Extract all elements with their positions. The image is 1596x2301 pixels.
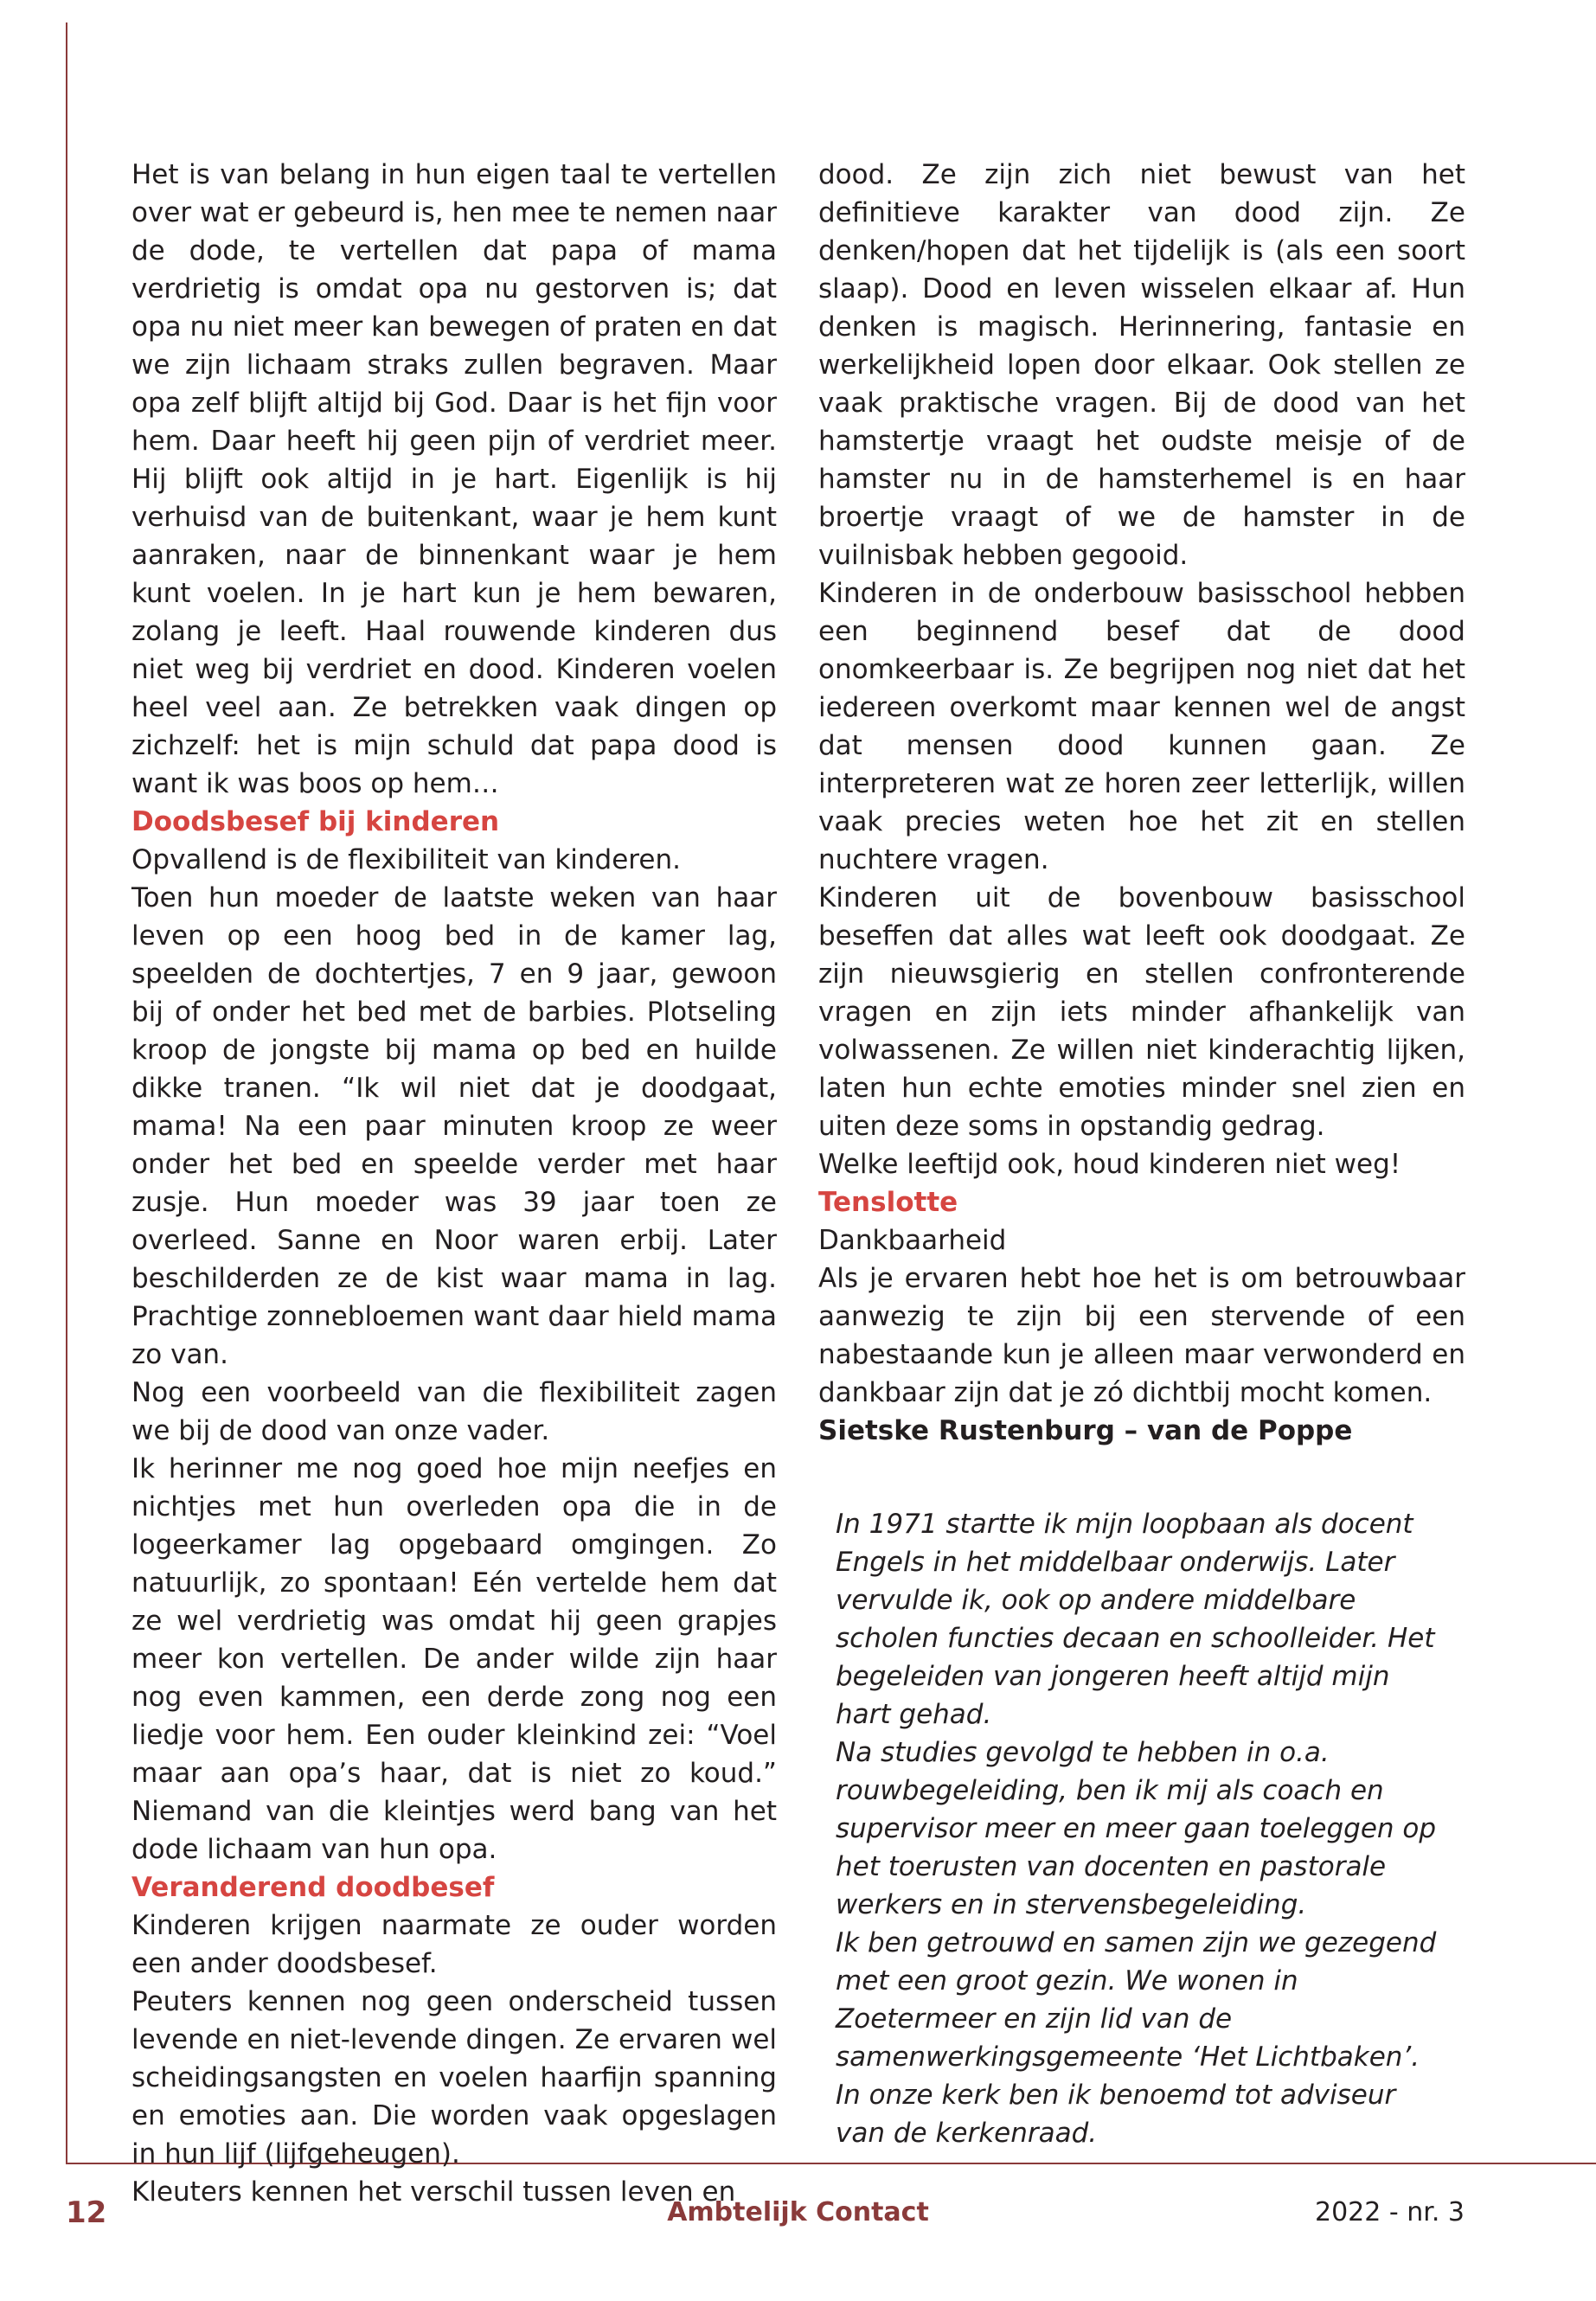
- paragraph: Als je ervaren hebt hoe het is om betrouwbaar aanwezig te zijn bij een stervende of een nabestaande kun je alleen maar verwonderd en dankbaar zijn dat je zó dichtbij mocht komen.: [818, 1263, 1465, 1408]
- paragraph: Ik herinner me nog goed hoe mijn neefjes en nichtjes met hun overleden opa die in de logeerkamer lag opgebaard omgingen. Zo natuurlijk, zo spontaan! Eén vertelde hem dat ze wel verdrietig was omdat hij geen grapjes meer kon vertellen. De ander wilde zijn haar nog even kammen, een derde zong nog een liedje voor hem. Een ouder kleinkind zei: “Voel maar aan opa’s haar, dat is niet zo koud.” Niemand van die kleintjes werd bang van het dode lichaam van hun opa.: [131, 1453, 777, 1865]
- paragraph: Kinderen in de onderbouw basisschool hebben een beginnend besef dat de dood onomkeerbaar is. Ze begrijpen nog niet dat het iedereen overkomt maar kennen wel de angst dat mensen dood kunnen gaan. Ze interpreteren wat ze horen zeer letterlijk, willen vaak precies weten hoe het zit en stellen nuchtere vragen.: [818, 578, 1465, 875]
- section-heading-doodsbesef: Doodsbesef bij kinderen: [131, 806, 500, 837]
- section-heading-veranderend: Veranderend doodbesef: [131, 1872, 495, 1903]
- paragraph: Welke leeftijd ook, houd kinderen niet weg!: [818, 1149, 1401, 1180]
- left-margin-rule: [66, 22, 67, 2164]
- paragraph: Opvallend is de flexibiliteit van kinderen.: [131, 844, 681, 875]
- bio-paragraph: Na studies gevolgd te hebben in o.a. rouwbegeleiding, ben ik mij als coach en supervisor meer en meer gaan toeleggen op het toerusten van docenten en pastorale werkers en in stervensbegeleiding.: [836, 1737, 1437, 1920]
- paragraph: Kleuters kennen het verschil tussen leven en: [131, 2176, 736, 2208]
- paragraph: Kinderen uit de bovenbouw basisschool beseffen dat alles wat leeft ook doodgaat. Ze zijn nieuwsgierig en stellen confronterende vragen en zijn iets minder afhankelijk van volwassenen. Ze willen niet kinderachtig lijken, laten hun echte emoties minder snel zien en uiten deze soms in opstandig gedrag.: [818, 882, 1465, 1142]
- paragraph: Kinderen krijgen naarmate ze ouder worden een ander doodsbesef.: [131, 1910, 777, 1979]
- page-number: 12: [66, 2195, 107, 2230]
- bio-paragraph: In 1971 startte ik mijn loopbaan als docent Engels in het middelbaar onderwijs. Later vervulde ik, ook op andere middelbare scholen functies decaan en schoolleider. Het begeleiden van jongeren heeft altijd mijn hart gehad.: [836, 1509, 1435, 1730]
- paragraph: Dankbaarheid: [818, 1225, 1007, 1256]
- paragraph: dood. Ze zijn zich niet bewust van het definitieve karakter van dood zijn. Ze denken/hopen dat het tijdelijk is (als een soort slaap). Dood en leven wisselen elkaar af. Hun denken is magisch. Herinnering, fantasie en werkelijkheid lopen door elkaar. Ook stellen ze vaak praktische vragen. Bij de dood van het hamstertje vraagt het oudste meisje of de hamster nu in de hamsterhemel is en haar broertje vraagt of we de hamster in de vuilnisbak hebben gegooid.: [818, 159, 1465, 571]
- bio-paragraph: Ik ben getrouwd en samen zijn we gezegend met een groot gezin. We wonen in Zoetermeer en zijn lid van de samenwerkingsgemeente ‘Het Lichtbaken’. In onze kerk ben ik benoemd tot adviseur van de kerkenraad.: [836, 1927, 1437, 2149]
- paragraph: Toen hun moeder de laatste weken van haar leven op een hoog bed in de kamer lag, speelden de dochtertjes, 7 en 9 jaar, gewoon bij of onder het bed met de barbies. Plotseling kroop de jongste bij mama op bed en huilde dikke tranen. “Ik wil niet dat je doodgaat, mama! Na een paar minuten kroop ze weer onder het bed en speelde verder met haar zusje. Hun moeder was 39 jaar toen ze overleed. Sanne en Noor waren erbij. Later beschilderden ze de kist waar mama in lag. Prachtige zonnebloemen want daar hield mama zo van.: [131, 882, 777, 1370]
- author-signature: Sietske Rustenburg – van de Poppe: [818, 1415, 1353, 1446]
- paragraph: Het is van belang in hun eigen taal te vertellen over wat er gebeurd is, hen mee te nemen naar de dode, te vertellen dat papa of mama verdrietig is omdat opa nu gestorven is; dat opa nu niet meer kan bewegen of praten en dat we zijn lichaam straks zullen begraven. Maar opa zelf blijft altijd bij God. Daar is het fijn voor hem. Daar heeft hij geen pijn of verdriet meer. Hij blijft ook altijd in je hart. Eigenlijk is hij verhuisd van de buitenkant, waar je hem kunt aanraken, naar de binnenkant waar je hem kunt voelen. In je hart kun je hem bewaren, zolang je leeft. Haal rouwende kinderen dus niet weg bij verdriet en dood. Kinderen voelen heel veel aan. Ze betrekken vaak dingen op zichzelf: het is mijn schuld dat papa dood is want ik was boos op hem…: [131, 159, 777, 799]
- paragraph: Nog een voorbeeld van die flexibiliteit zagen we bij de dood van onze vader.: [131, 1377, 777, 1446]
- left-column: [131, 156, 777, 2211]
- right-column: [818, 156, 1465, 1450]
- magazine-title: Ambtelijk Contact: [667, 2197, 929, 2227]
- paragraph: Peuters kennen nog geen onderscheid tussen levende en niet-levende dingen. Ze ervaren wel scheidingsangsten en voelen haarfijn spanning en emoties aan. Die worden vaak opgeslagen in hun lijf (lijfgeheugen).: [131, 1986, 777, 2170]
- section-heading-tenslotte: Tenslotte: [818, 1187, 958, 1218]
- issue-number: 2022 - nr. 3: [1315, 2197, 1465, 2227]
- author-bio: [836, 1505, 1441, 2152]
